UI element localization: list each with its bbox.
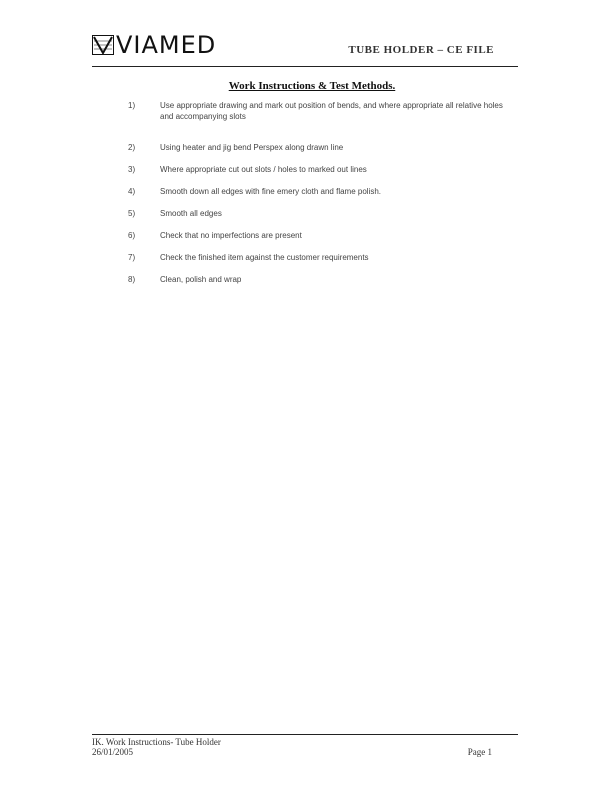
page-footer (92, 734, 518, 757)
instruction-step-1 (128, 100, 528, 142)
step-number: 6) (128, 231, 136, 240)
footer-left (92, 737, 221, 757)
instruction-step-5 (128, 208, 528, 230)
instruction-list (128, 100, 528, 296)
step-text: Smooth all edges (160, 209, 222, 218)
step-number: 8) (128, 275, 136, 284)
step-text: Where appropriate cut out slots / holes to marked out lines (160, 165, 367, 174)
logo-mark-icon (92, 35, 114, 55)
document-title: TUBE HOLDER – CE FILE (348, 44, 494, 56)
step-number: 3) (128, 165, 136, 174)
instruction-step-3 (128, 164, 528, 186)
instruction-step-2 (128, 142, 528, 164)
footer-doc-ref: IK. Work Instructions- Tube Holder (92, 737, 221, 747)
instruction-step-4 (128, 186, 528, 208)
step-text: Check that no imperfections are present (160, 231, 302, 240)
step-text: Using heater and jig bend Perspex along drawn line (160, 143, 344, 152)
step-number: 7) (128, 253, 136, 262)
footer-page-number: Page 1 (467, 747, 492, 757)
viamed-logo (92, 32, 216, 58)
section-title: Work Instructions & Test Methods. (228, 80, 396, 92)
step-number: 4) (128, 187, 136, 196)
step-number: 2) (128, 143, 136, 152)
page-header (92, 30, 518, 67)
step-text: Smooth down all edges with fine emery cloth and flame polish. (160, 187, 382, 196)
footer-date: 26/01/2005 (92, 747, 134, 757)
step-number: 1) (128, 101, 136, 110)
instruction-step-7 (128, 252, 528, 274)
step-text: Clean, polish and wrap (160, 275, 242, 284)
step-number: 5) (128, 209, 136, 218)
step-text: Use appropriate drawing and mark out position of bends, and where appropriate all relative holes and accompanying slots (160, 101, 503, 121)
logo-text: VIAMED (116, 31, 217, 59)
instruction-step-8 (128, 274, 528, 296)
step-text: Check the finished item against the customer requirements (160, 253, 369, 262)
instruction-step-6 (128, 230, 528, 252)
